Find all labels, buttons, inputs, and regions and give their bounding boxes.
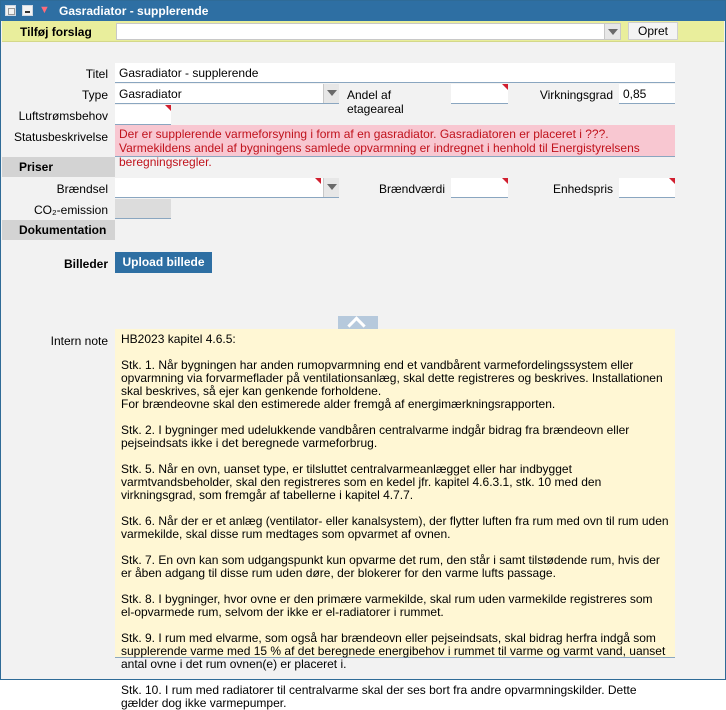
note-paragraph: HB2023 kapitel 4.6.5: xyxy=(121,332,236,346)
braendsel-label: Brændsel xyxy=(56,182,108,196)
enhedspris-field[interactable] xyxy=(619,178,675,198)
title-bar[interactable] xyxy=(1,1,725,21)
enhedspris-label: Enhedspris xyxy=(552,182,613,196)
suggest-input[interactable] xyxy=(116,23,621,40)
note-paragraph: Stk. 8. I bygninger, hvor ovne er den primære varmekilde, skal rum uden varmekilde registreres som el-opvarmede rum, selvom der ikke er el-radiatorer i rummet. xyxy=(121,592,653,619)
type-select[interactable] xyxy=(115,84,339,104)
note-paragraph: Stk. 2. I bygninger med udelukkende vandbåren centralvarme indgår bidrag fra brændeovn eller pejseindsats ikke i det beregnede varmeforbrug. xyxy=(121,423,630,450)
note-paragraph: Stk. 1. Når bygningen har anden rumopvarmning end et vandbårent varmefordelingssystem eller opvarmning via forvarmeflader på ventilationsanlæg, skal dette registreres og beskrives. Installationen skal beskrives, så ejer kan genkende forholdene. For brændeovne skal den estimerede alder fremgå af energimærkningsrapporten. xyxy=(121,358,663,411)
co2-field xyxy=(115,199,171,219)
upload-image-button[interactable]: Upload billede xyxy=(115,252,212,273)
internal-note[interactable] xyxy=(115,329,675,710)
status-description[interactable]: Der er supplerende varmeforsyning i form af en gasradiator. Gasradiatoren er placeret i ???. Varmekildens andel af bygningens samlede opvarmning er indregnet i henhold til Energistyrelsens beregningsregler. xyxy=(115,125,675,157)
note-paragraph: Stk. 5. Når en ovn, uanset type, er tilsluttet centralvarmeanlægget eller har indbygget varmtvandsbeholder, skal den registreres som en kedel jfr. kapitel 4.6.3.1, stk. 10 med den virkningsgrad, som fremgår af tabellerne i kapitel 4.7.7. xyxy=(121,462,602,502)
braendsel-select[interactable] xyxy=(115,178,339,198)
note-paragraph: Stk. 9. I rum med elvarme, som også har brændeovn eller pejseindsats, skal bidrag herfra indgå som supplerende varme med 15 % af det beregnede energibehov i rummet til varme og varmt vand, uanset antal ovne i det rum ovnen(e) er placeret i. xyxy=(121,631,666,671)
caret-down-icon[interactable]: ▼ xyxy=(39,4,50,16)
chevron-down-icon[interactable] xyxy=(323,84,339,103)
co2-label: CO₂-emission xyxy=(33,203,108,217)
note-paragraph: Stk. 7. En ovn kan som udgangspunkt kun opvarme det rum, den står i samt tilstødende rum, hvis der er åben adgang til disse rum uden døre, der blokerer for den varme lufts passage. xyxy=(121,553,660,580)
window-title: Gasradiator - supplerende xyxy=(59,4,209,18)
braendvaerdi-field[interactable] xyxy=(451,178,508,198)
virkningsgrad-label: Virkningsgrad xyxy=(539,88,613,102)
type-label: Type xyxy=(81,88,108,102)
status-label: Statusbeskrivelse xyxy=(13,130,108,144)
minimize-icon[interactable] xyxy=(22,5,33,16)
andel-label: Andel af etageareal xyxy=(347,88,404,116)
window-icon[interactable] xyxy=(5,5,16,16)
note-paragraph: Stk. 10. I rum med radiatorer til centralvarme skal der ses bort fra andre opvarmningskilder. Dette gælder dog ikke varmepumper. xyxy=(121,683,637,710)
collapse-chevron-icon[interactable] xyxy=(338,316,378,329)
billeder-label: Billeder xyxy=(63,257,108,271)
titel-label: Titel xyxy=(85,67,108,81)
note-paragraph: Stk. 6. Når der er et anlæg (ventilator- eller kanalsystem), der flytter luften fra rum med ovn til rum uden varmekilde, skal disse rum medtages som opvarmet af ovnen. xyxy=(121,514,669,541)
chevron-down-icon[interactable] xyxy=(604,24,620,39)
braendvaerdi-label: Brændværdi xyxy=(378,182,445,196)
note-label: Intern note xyxy=(50,334,108,348)
virkningsgrad-field[interactable]: 0,85 xyxy=(619,84,675,104)
suggestion-bar xyxy=(2,21,724,42)
titel-field[interactable]: Gasradiator - supplerende xyxy=(115,63,675,83)
suggest-label: Tilføj forslag xyxy=(20,25,92,39)
luftstroem-label: Luftstrømsbehov xyxy=(18,109,108,123)
luftstroem-field[interactable] xyxy=(115,105,171,125)
andel-field[interactable] xyxy=(451,84,508,104)
section-priser: Priser xyxy=(2,157,115,177)
section-dokumentation: Dokumentation xyxy=(2,220,115,240)
opret-button[interactable]: Opret xyxy=(628,22,678,40)
type-value: Gasradiator xyxy=(119,87,182,101)
chevron-down-icon[interactable] xyxy=(323,178,339,197)
